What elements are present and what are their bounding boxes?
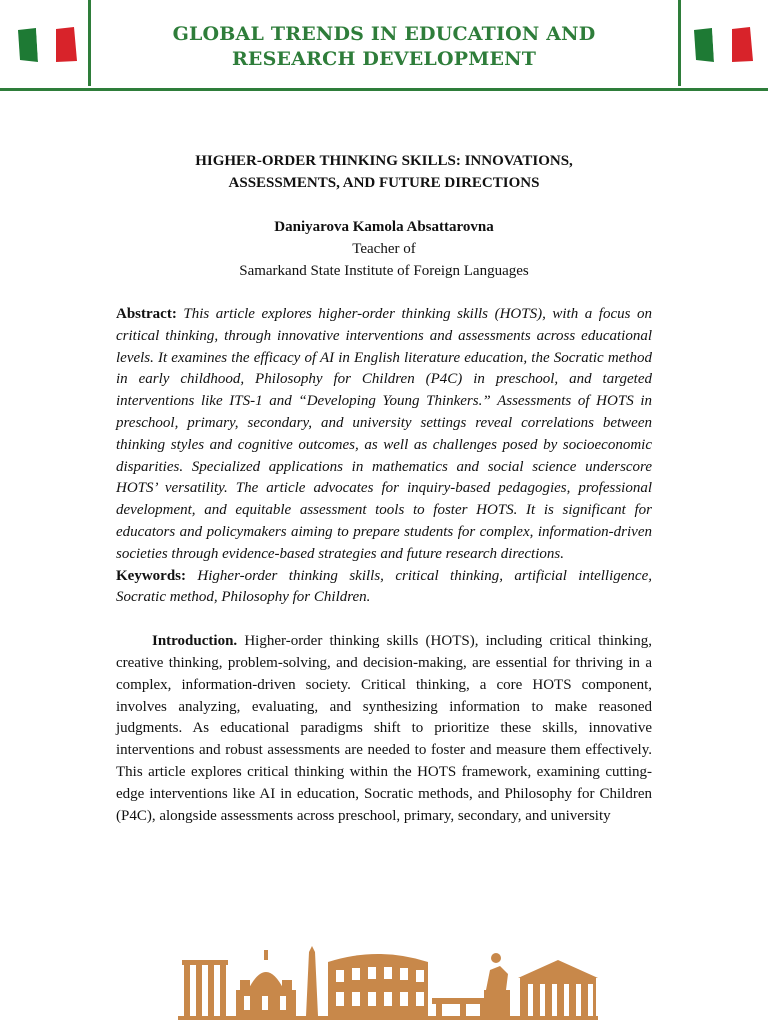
article-body xyxy=(116,150,652,827)
intro-text: Higher-order thinking skills (HOTS), including critical thinking, creative thinking, problem-solving, and decision-making, are essential for thriving in a complex, information-driven society. Critical thinking, a core HOTS component, involves analyzing, evaluating, and synthesizing information to make reasoned judgments. As educational paradigms shift to prioritize these skills, innovative interventions and robust assessments are needed to foster and measure them effectively. This article explores critical thinking within the HOTS framework, examining cutting-edge interventions like AI in education, Socratic methods, and Philosophy for Children (P4C), alongside assessments across preschool, primary, secondary, and university xyxy=(116,633,652,824)
journal-title xyxy=(100,22,668,72)
journal-title-line1: GLOBAL TRENDS IN EDUCATION AND xyxy=(172,23,596,45)
author-name: Daniyarova Kamola Absattarovna xyxy=(274,219,494,235)
keywords-label: Keywords: xyxy=(116,567,186,584)
abstract-label: Abstract: xyxy=(116,306,177,322)
author-institution: Samarkand State Institute of Foreign Languages xyxy=(239,263,529,279)
introduction xyxy=(116,631,652,827)
abstract-text: This article explores higher-order thinking skills (HOTS), with a focus on critical thinking, through innovative interventions and assessments across educational levels. It examines the efficacy of AI in English literature education, the Socratic method in early childhood, Philosophy for Children (P4C) in preschool, and targeted interventions like ITS-1 and “Developing Young Thinkers.” Assessments of HOTS in preschool, primary, secondary, and university settings reveal correlations between thinking styles and cognitive outcomes, as well as challenges posed by socioeconomic disparities. Specialized applications in mathematics and social science underscore HOTS’ versatility. The article advocates for inquiry-based pedagogies, professional development, and equitable assessment tools to foster HOTS. It is significant for educators and policymakers aiming to prepare students for complex, information-driven societies through evidence-based strategies and future research directions. xyxy=(116,306,653,562)
italy-flag-icon xyxy=(14,26,80,64)
abstract xyxy=(116,304,652,566)
keywords xyxy=(116,566,652,610)
landmarks-footer-illustration xyxy=(178,940,598,1020)
author-role: Teacher of xyxy=(352,241,416,257)
paper-title xyxy=(116,150,652,194)
header-divider-left xyxy=(88,0,91,86)
paper-title-line2: ASSESSMENTS, AND FUTURE DIRECTIONS xyxy=(228,175,540,191)
intro-label: Introduction. xyxy=(152,633,238,650)
italy-flag-icon xyxy=(690,26,756,64)
keywords-text: Higher-order thinking skills, critical thinking, artificial intelligence, Socratic method, Philosophy for Children. xyxy=(116,567,652,606)
journal-header xyxy=(0,0,768,91)
paper-title-line1: HIGHER-ORDER THINKING SKILLS: INNOVATIONS, xyxy=(195,153,573,169)
header-divider-right xyxy=(678,0,681,86)
journal-title-line2: RESEARCH DEVELOPMENT xyxy=(231,48,537,70)
